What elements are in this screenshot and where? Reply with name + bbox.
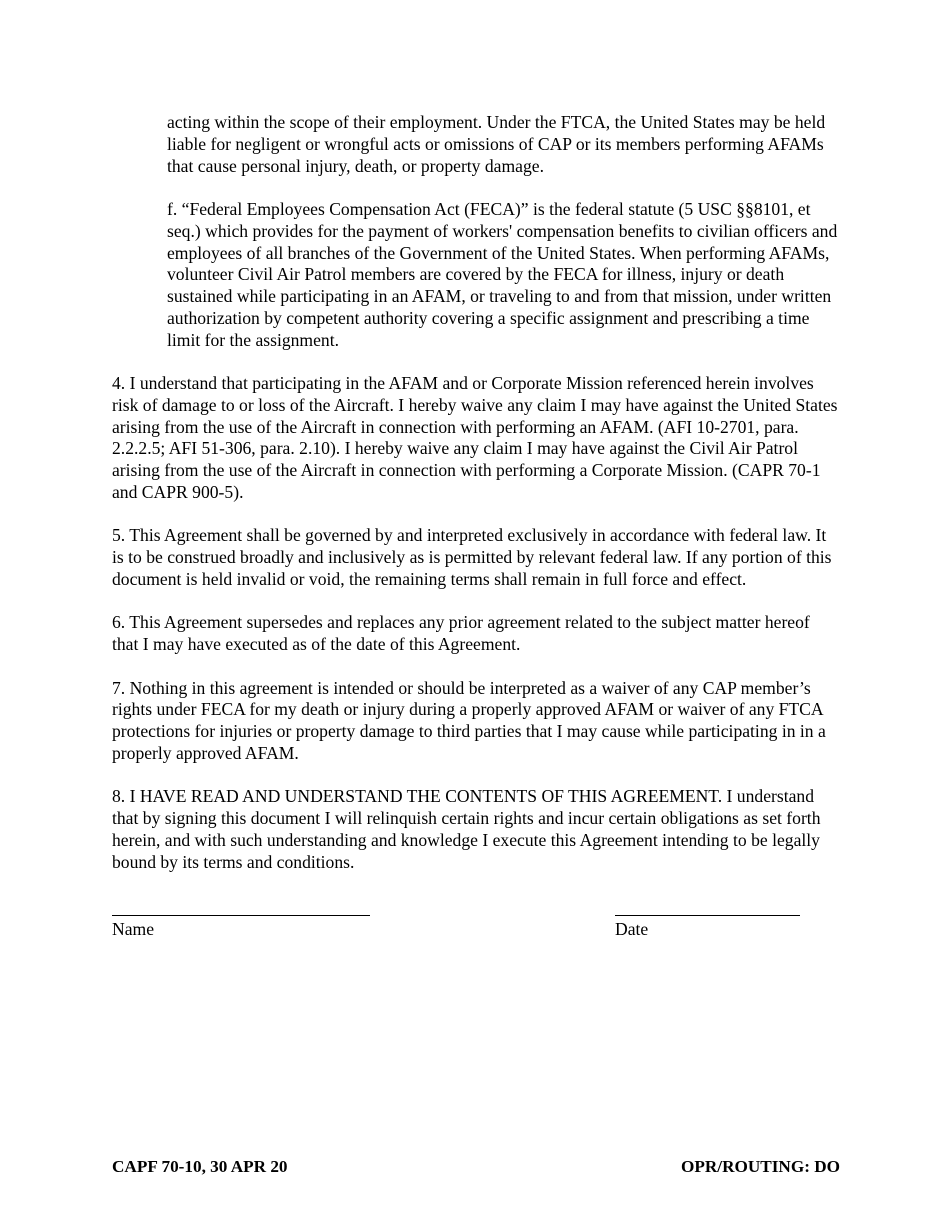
paragraph-6-supersedes: 6. This Agreement supersedes and replaces any prior agreement related to the subject matter hereof that I may have executed as of the date of this Agreement. [112, 612, 810, 654]
name-label: Name [112, 919, 155, 940]
document-body [112, 112, 840, 941]
page-footer [112, 1156, 840, 1178]
paragraph-8-acknowledgment: 8. I HAVE READ AND UNDERSTAND THE CONTENTS OF THIS AGREEMENT. I understand that by signing this document I will relinquish certain rights and incur certain obligations as set forth herein, and with such understanding and knowledge I execute this Agreement intending to be legally bound by its terms and conditions. [112, 786, 821, 872]
paragraph-7-no-waiver: 7. Nothing in this agreement is intended or should be interpreted as a waiver of any CAP member’s rights under FECA for my death or injury during a properly approved AFAM or waiver of any FTCA protections for injuries or property damage to third parties that I may cause while participating in in a properly approved AFAM. [112, 677, 826, 763]
date-signature-block [615, 915, 800, 941]
footer-opr-routing: OPR/ROUTING: DO [681, 1157, 840, 1177]
signature-row [112, 915, 840, 941]
date-signature-line [615, 915, 800, 916]
paragraph-5-governing-law: 5. This Agreement shall be governed by and interpreted exclusively in accordance with federal law. It is to be construed broadly and inclusively as is permitted by relevant federal law. If any portion of this document is held invalid or void, the remaining terms shall remain in full force and effect. [112, 525, 832, 589]
footer-form-number: CAPF 70-10, 30 APR 20 [112, 1157, 288, 1177]
paragraph-4-waiver: 4. I understand that participating in the AFAM and or Corporate Mission referenced herein involves risk of damage to or loss of the Aircraft. I hereby waive any claim I may have against the United States arising from the use of the Aircraft in connection with performing an AFAM. (AFI 10-2701, para. 2.2.2.5; AFI 51-306, para. 2.10). I hereby waive any claim I may have against the Civil Air Patrol arising from the use of the Aircraft in connection with performing a Corporate Mission. (CAPR 70-1 and CAPR 900-5). [112, 373, 838, 502]
name-signature-line [112, 915, 370, 916]
paragraph-continuation-ftca: acting within the scope of their employment. Under the FTCA, the United States may be held liable for negligent or wrongful acts or omissions of CAP or its members performing AFAMs that cause personal injury, death, or property damage. [167, 112, 826, 176]
name-signature-block [112, 915, 370, 941]
date-label: Date [615, 919, 649, 940]
paragraph-f-feca: f. “Federal Employees Compensation Act (FECA)” is the federal statute (5 USC §§8101, et seq.) which provides for the payment of workers' compensation benefits to civilian officers and employees of all branches of the Government of the United States. When performing AFAMs, volunteer Civil Air Patrol members are covered by the FECA for illness, injury or death sustained while participating in an AFAM, or traveling to and from that mission, under written authorization by competent authority covering a specific assignment and prescribing a time limit for the assignment. [167, 199, 838, 350]
